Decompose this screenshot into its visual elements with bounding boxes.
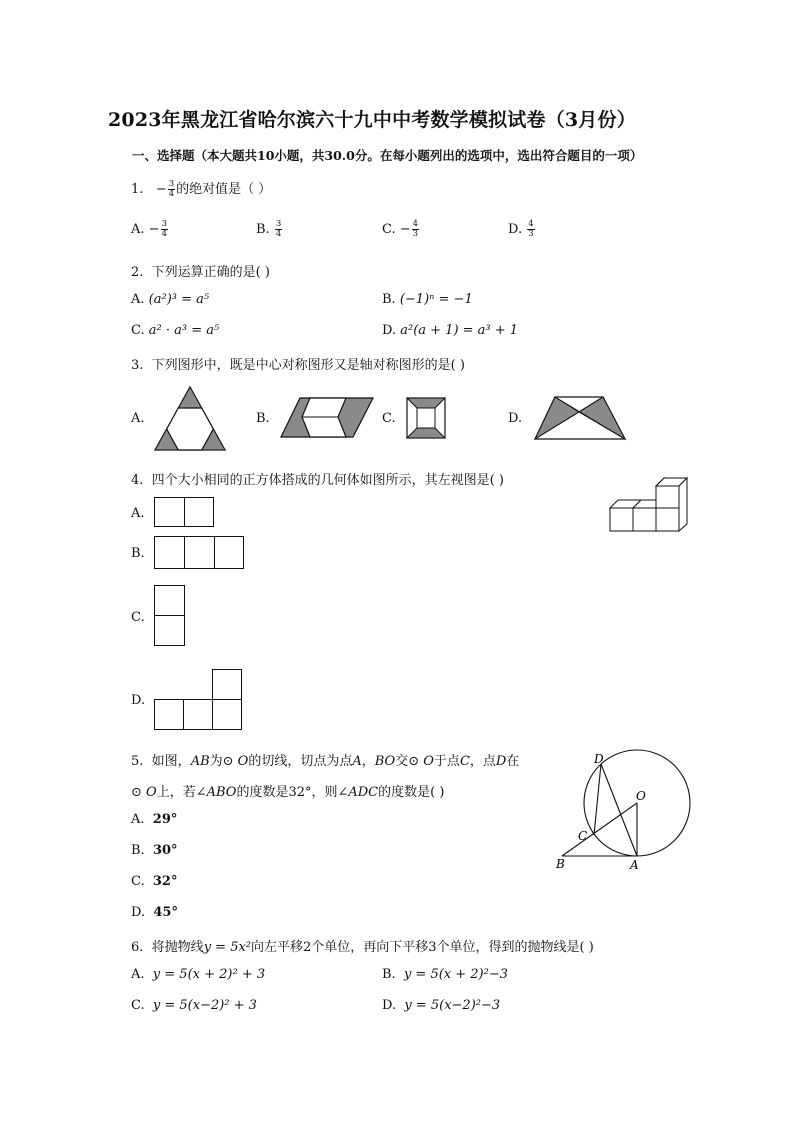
q5-option-b: B. 30°: [131, 843, 178, 858]
q1-option-b: B. $\frac{3}{4}$: [256, 219, 282, 239]
q5-circle-figure: [552, 750, 697, 875]
q1-option-a: A. − $\frac{3}{4}$: [131, 219, 167, 239]
view-cell: [214, 536, 244, 569]
question-2: 2. 下列运算正确的是( ): [131, 265, 270, 280]
question-number: 1.: [131, 182, 144, 197]
view-cell: [184, 536, 215, 569]
view-cell: [154, 536, 185, 569]
fraction: $\frac{3}{4}$: [168, 179, 175, 199]
q4-option-d-label: D.: [131, 693, 146, 708]
q3-option-a-label: A.: [131, 411, 145, 426]
q6-option-b: B. y = 5(x + 2)²−3: [382, 967, 509, 982]
q4-option-c-label: C.: [131, 610, 145, 625]
q3-option-b-label: B.: [256, 411, 270, 426]
q3-figure-c: [406, 397, 446, 439]
view-cell: [154, 699, 184, 730]
label-c: C: [578, 829, 588, 843]
q3-option-c-label: C.: [382, 411, 396, 426]
q2-option-d: D. a²(a + 1) = a³ + 1: [382, 323, 519, 338]
q6-option-c: C. y = 5(x−2)² + 3: [131, 998, 257, 1013]
q4-option-b-label: B.: [131, 546, 145, 561]
page-title: 2023年黑龙江省哈尔滨六十九中中考数学模拟试卷（3月份）: [108, 109, 636, 131]
view-cell: [212, 699, 242, 730]
q2-option-c: C. a² · a³ = a⁵: [131, 323, 220, 338]
view-cell: [154, 497, 185, 527]
q4-solid-figure: [609, 470, 693, 532]
question-1: 1. − $\frac{3}{4}$ 的绝对值是（ ）: [131, 179, 272, 199]
q5-option-a: A. 29°: [131, 812, 178, 827]
view-cell: [154, 615, 185, 646]
view-cell: [184, 497, 214, 527]
q3-figure-a: [154, 386, 226, 452]
question-5-line-2: ⊙ O上，若∠ABO的度数是32°，则∠ADC的度数是( ): [131, 785, 445, 800]
question-5-line-1: 5. 如图，AB为⊙ O的切线，切点为点A，BO交⊙ O于点C，点D在: [131, 754, 520, 769]
label-d: D: [594, 752, 604, 766]
label-o: O: [636, 789, 646, 803]
view-cell: [183, 699, 213, 730]
q5-option-d: D. 45°: [131, 905, 178, 920]
q3-figure-d: [534, 396, 626, 442]
view-cell: [212, 669, 242, 700]
q3-option-d-label: D.: [508, 411, 523, 426]
section-header: 一、选择题（本大题共10小题，共30.0分。在每小题列出的选项中，选出符合题目的一项）: [132, 148, 643, 163]
question-3: 3. 下列图形中，既是中心对称图形又是轴对称图形的是( ): [131, 358, 465, 373]
q2-option-b: B. (−1)ⁿ = −1: [382, 292, 473, 307]
label-b: B: [556, 857, 565, 871]
question-6: 6. 将抛物线y = 5x²向左平移2个单位，再向下平移3个单位，得到的抛物线是( ): [131, 940, 594, 955]
q5-option-c: C. 32°: [131, 874, 178, 889]
q6-option-a: A. y = 5(x + 2)² + 3: [131, 967, 266, 982]
q2-option-a: A. (a²)³ = a⁵: [131, 292, 210, 307]
q6-option-d: D. y = 5(x−2)²−3: [382, 998, 501, 1013]
q3-figure-b: [280, 397, 374, 439]
label-a: A: [630, 858, 639, 872]
q1-option-c: C. − $\frac{4}{3}$: [382, 219, 419, 239]
question-4: 4. 四个大小相同的正方体搭成的几何体如图所示，其左视图是( ): [131, 473, 504, 488]
q1-option-d: D. $\frac{4}{3}$: [508, 219, 534, 239]
q4-option-a-label: A.: [131, 506, 145, 521]
view-cell: [154, 585, 185, 616]
